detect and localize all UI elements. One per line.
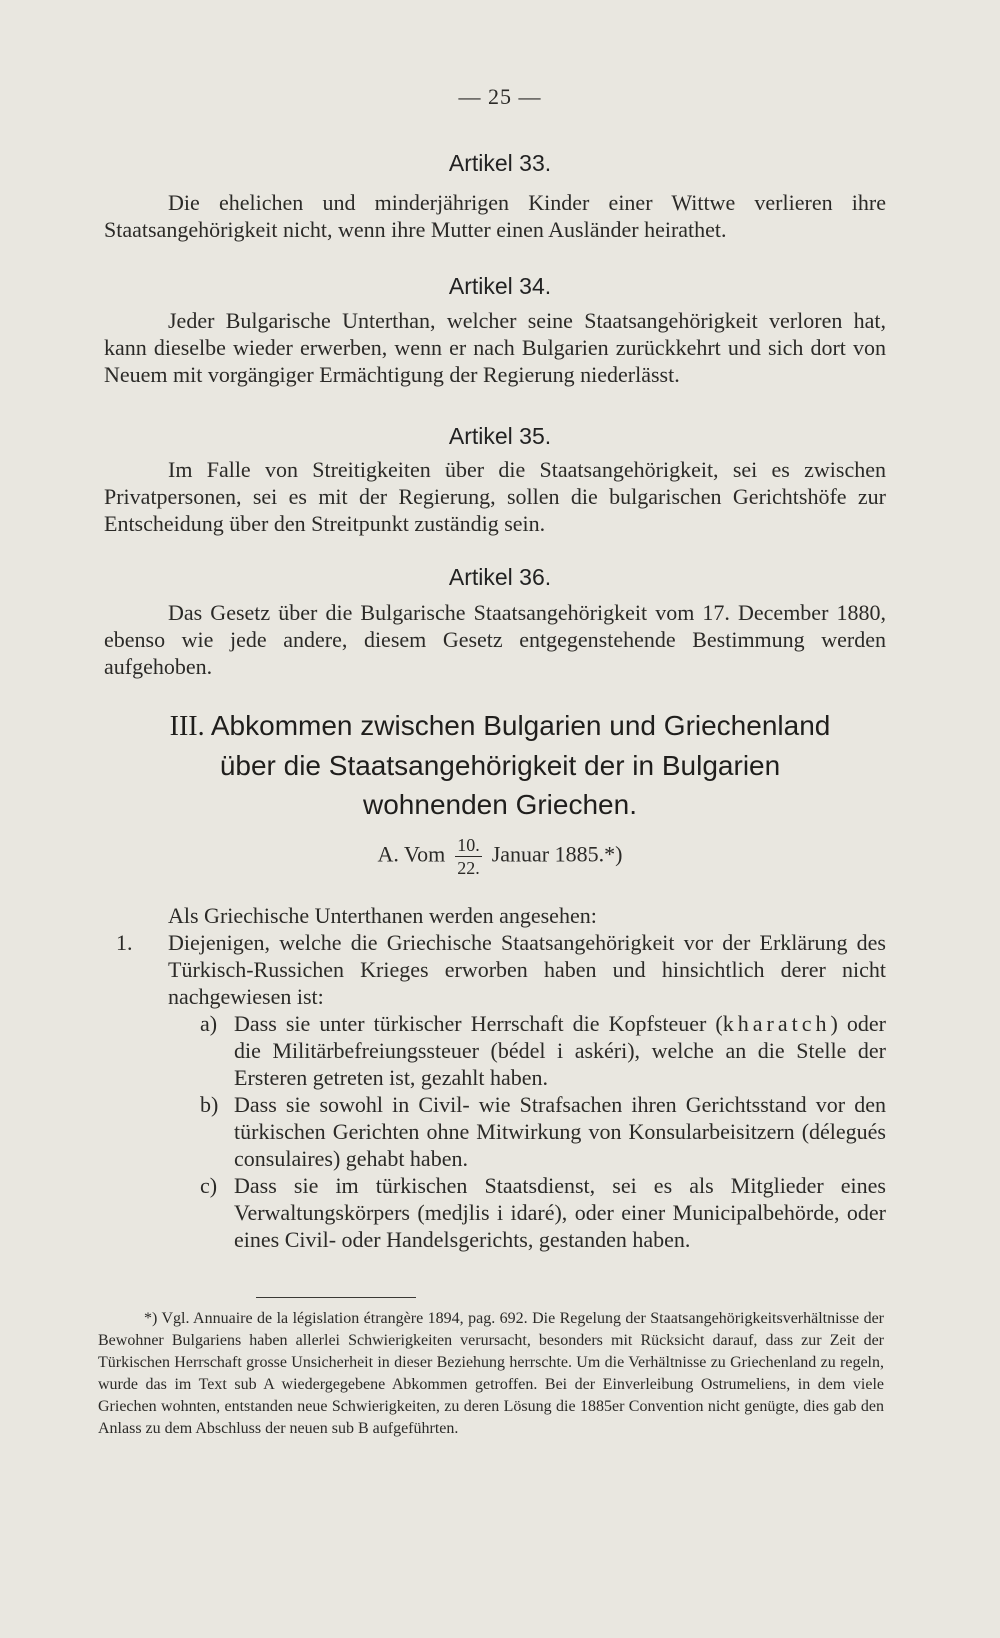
list-item-1-marker: 1.	[116, 930, 133, 955]
article-34-heading: Artikel 34.	[448, 273, 552, 299]
article-33-body	[104, 189, 886, 243]
date-prefix: A. Vom	[377, 841, 446, 867]
agreement-date	[0, 834, 1000, 879]
sub-item-b	[104, 1091, 886, 1172]
intro-paragraph	[104, 902, 886, 929]
sub-item-a-text-before: Dass sie unter türkischer Herrschaft die Kopfsteuer (	[234, 1011, 723, 1036]
sub-item-a-marker: a)	[200, 1011, 218, 1036]
sub-item-a-spaced-term: kharatch	[722, 1011, 831, 1036]
article-34-body	[104, 307, 886, 388]
list-item-1	[104, 929, 886, 1010]
criteria-list	[104, 929, 886, 1253]
section-title	[0, 706, 1000, 824]
article-35-text: Im Falle von Streitigkeiten über die Staatsangehörigkeit, sei es zwischen Privatpersonen, sei es mit der Regierung, sollen die bulgarischen Gerichtshöfe zur Entscheidung über den Streitpunkt zuständig sein.	[104, 457, 886, 536]
date-denominator: 22.	[457, 858, 480, 878]
footnote-text: *) Vgl. Annuaire de la législation étrangère 1894, pag. 692. Die Regelung der Staatsangehörigkeitsverhältnisse der Bewohner Bulgariens haben allerlei Schwierigkeiten verursacht, besonders mit Rücksicht darauf, dass zur Zeit der Türkischen Herrschaft grosse Unsicherheit in dieser Beziehung herrschte. Um die Verhältnisse zu Griechenland zu regeln, wurde das im Text sub A wiedergegebene Abkommen getroffen. Bei der Einverleibung Ostrumeliens, in dem viele Griechen wohnten, entstanden neue Schwierigkeiten, zu deren Lösung die 1885er Convention nicht genügte, dies gab den Anlass zu dem Abschluss der neuen sub B aufgeführten.	[98, 1310, 884, 1437]
footnote	[98, 1308, 884, 1440]
article-35-heading: Artikel 35.	[448, 423, 552, 449]
sub-item-a	[104, 1010, 886, 1091]
article-33-text: Die ehelichen und minderjährigen Kinder einer Wittwe verlieren ihre Staatsangehörigkeit nicht, wenn ihre Mutter einen Ausländer heirathet.	[104, 190, 886, 242]
section-title-line-2: über die Staatsangehörigkeit der in Bulgarien	[219, 750, 781, 781]
date-numerator: 10.	[457, 835, 480, 855]
sub-item-c	[104, 1172, 886, 1253]
section-title-text-1: Abkommen zwischen Bulgarien und Griechenland	[210, 710, 831, 741]
page-number: — 25 —	[458, 84, 542, 109]
sub-item-b-text: Dass sie sowohl in Civil- wie Strafsachen ihren Gerichtsstand vor den türkischen Gerichten ohne Mitwirkung von Konsularbeisitzern (délegués consulaires) gehabt haben.	[234, 1092, 886, 1171]
date-suffix: Januar 1885.*)	[491, 841, 623, 867]
article-34-text: Jeder Bulgarische Unterthan, welcher seine Staatsangehörigkeit verloren hat, kann dieselbe wieder erwerben, wenn er nach Bulgarien zurückkehrt und sich dort von Neuem mit vorgängiger Ermächtigung der Regierung niederlässt.	[104, 308, 886, 387]
article-33-heading: Artikel 33.	[448, 150, 552, 176]
sub-item-a-text-after: ) oder die Militärbefreiungssteuer (bédel i askéri), welche an die Stelle der Ersteren getreten ist, gezahlt haben.	[234, 1011, 887, 1090]
sub-item-b-marker: b)	[200, 1092, 219, 1117]
section-title-line-3: wohnenden Griechen.	[363, 789, 637, 820]
article-35-body	[104, 456, 886, 537]
article-36-text: Das Gesetz über die Bulgarische Staatsangehörigkeit vom 17. December 1880, ebenso wie jede andere, diesem Gesetz entgegenstehende Bestimmung werden aufgehoben.	[104, 600, 886, 679]
date-fraction	[455, 834, 482, 879]
list-item-1-text: Diejenigen, welche die Griechische Staatsangehörigkeit vor der Erklärung des Türkisch-Russichen Krieges erworben haben und hinsichtlich derer nicht nachgewiesen ist:	[168, 930, 886, 1009]
footnote-divider	[256, 1297, 416, 1298]
article-36-heading: Artikel 36.	[448, 564, 552, 590]
section-title-line-1	[0, 706, 1000, 746]
intro-text: Als Griechische Unterthanen werden angesehen:	[168, 903, 597, 928]
sub-item-c-text: Dass sie im türkischen Staatsdienst, sei es als Mitglieder eines Verwaltungskörpers (medjlis i idaré), oder einer Municipalbehörde, oder eines Civil- oder Handelsgerichts, gestanden haben.	[234, 1173, 886, 1252]
section-roman-numeral: III.	[169, 711, 205, 742]
article-36-body	[104, 599, 886, 680]
sub-item-c-marker: c)	[200, 1173, 218, 1198]
